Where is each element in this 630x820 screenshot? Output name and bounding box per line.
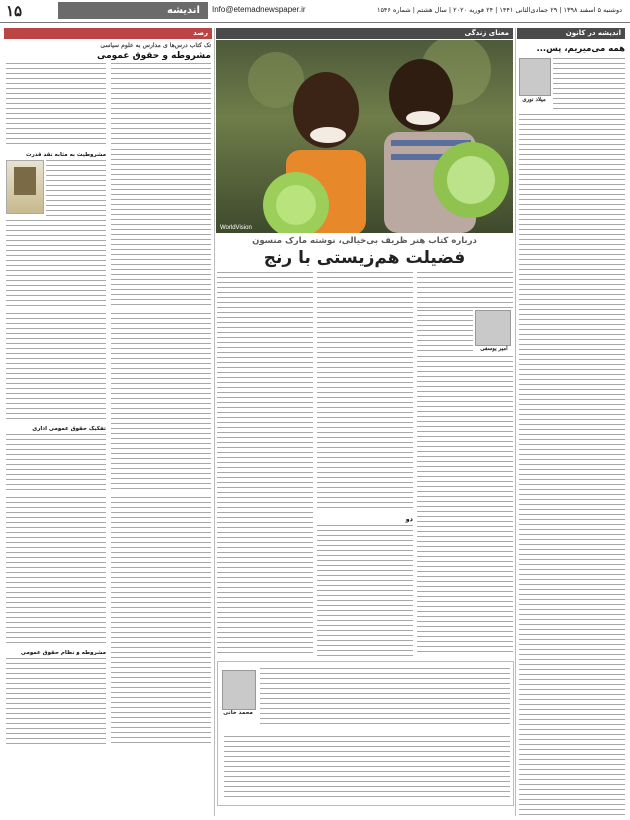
- author-photo: [222, 670, 256, 710]
- photo-credit: WorldVision: [220, 225, 252, 231]
- body-text: [6, 220, 106, 310]
- body-text: [260, 668, 510, 728]
- left-column-intro: تک کتاب درس‌ها ی مدارس به علوم سیاسی: [100, 42, 211, 49]
- right-column-author: میلاد نوری: [522, 97, 546, 103]
- body-text: [46, 160, 106, 218]
- right-column-title: همه می‌میریم، پس...: [536, 44, 625, 54]
- left-subhead: مشروطه و نظام حقوق عمومی: [20, 650, 106, 656]
- middle-column-head: معنای زندگی: [216, 28, 513, 39]
- body-text: [6, 434, 106, 492]
- body-text: [217, 272, 313, 656]
- email-address: Info@etemadnewspaper.ir: [212, 5, 306, 14]
- article-subhead: دو: [405, 515, 413, 523]
- body-text: [111, 149, 211, 309]
- body-text: [417, 310, 473, 354]
- column-divider: [214, 28, 215, 816]
- section-label: اندیشه: [58, 2, 208, 19]
- page-number: ۱۵: [6, 3, 23, 20]
- left-column-head: رصد: [4, 28, 212, 39]
- article-kicker: درباره کتاب هنر ظریف بی‌خیالی، نوشته مارک منسون: [252, 236, 477, 246]
- body-text: [317, 525, 413, 656]
- left-subhead: تفکیک حقوق عمومی اداری: [32, 426, 106, 432]
- body-text: [417, 356, 513, 656]
- article-title: فضیلت هم‌زیستی با رنج: [263, 248, 466, 268]
- body-text: [317, 272, 413, 512]
- body-text: [519, 114, 625, 816]
- body-text: [111, 63, 211, 145]
- book-cover: [6, 160, 44, 214]
- right-column-head: اندیشه در کانون: [517, 28, 625, 39]
- column-divider: [515, 28, 516, 816]
- body-text: [111, 313, 211, 493]
- left-column: [6, 42, 211, 816]
- box-author: محمد خانی: [223, 710, 253, 716]
- body-text: [6, 497, 106, 647]
- body-text: [6, 63, 106, 145]
- dateline: دوشنبه ۵ اسفند ۱۳۹۸ | ۲۹ جمادی‌الثانی ۱۴۴۱ | ۲۴ فوریه ۲۰۲۰ | سال هشتم | شماره ۱۵۴۶: [376, 6, 622, 14]
- body-text: [224, 736, 510, 800]
- children-photo: [216, 40, 513, 233]
- author-photo: [519, 58, 551, 96]
- article-author: امیر یوسفی: [480, 346, 508, 352]
- body-text: [417, 272, 513, 308]
- body-text: [111, 497, 211, 747]
- author-photo: [475, 310, 511, 346]
- quote-box: [217, 661, 514, 806]
- page-header: [0, 0, 630, 23]
- sidebar-title: مشروطیت به مثابه نقد قدرت: [26, 152, 106, 158]
- body-text: [553, 58, 625, 112]
- right-column: [519, 42, 625, 816]
- article-column-1: [417, 272, 513, 656]
- article-column-2: [317, 272, 413, 656]
- body-text: [6, 658, 106, 746]
- body-text: [6, 313, 106, 423]
- article-column-3: [217, 272, 313, 656]
- left-column-title: مشروطه و حقوق عمومی: [96, 51, 211, 61]
